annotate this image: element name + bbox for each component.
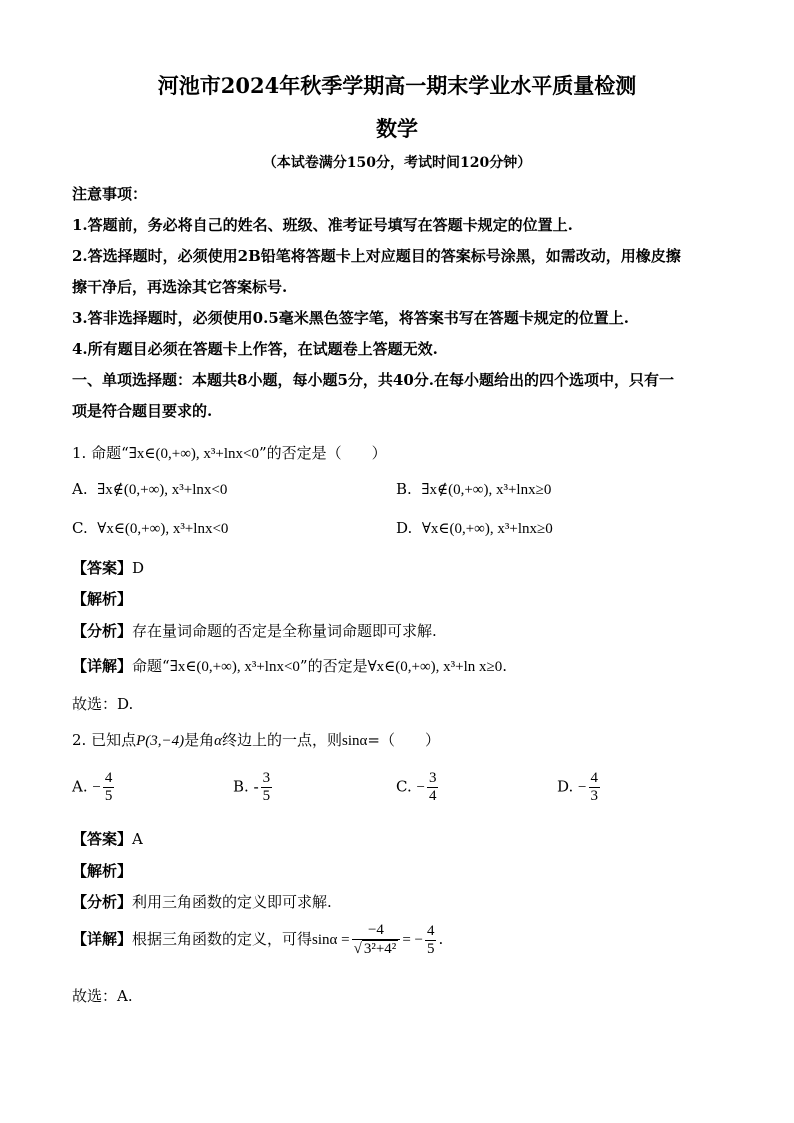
instruction-item-1: 1.答题前，务必将自己的姓名、班级、准考证号填写在答题卡规定的位置上. — [72, 216, 573, 234]
q1-prefix: 1. 命题“ — [72, 444, 129, 462]
section-heading-cont: 项是符合题目要求的. — [72, 402, 213, 420]
instruction-item-2: 2.答选择题时，必须使用2B铅笔将答题卡上对应题目的答案标号涂黑，如需改动，用橡皮擦 — [72, 247, 681, 265]
q1-answer: 【答案】D — [72, 559, 145, 577]
q1-conclusion: 故选：D. — [72, 695, 134, 713]
q2-conclusion: 故选：A. — [72, 987, 133, 1005]
q1-analysis-tag: 【解析】 — [72, 590, 133, 608]
instruction-item-3: 3.答非选择题时，必须使用0.5毫米黑色签字笔，将答案书写在答题卡规定的位置上. — [72, 309, 629, 327]
q1-option-a: A. ∃x∉(0,+∞), x³+lnx<0 — [72, 480, 228, 498]
q2-analysis-tag: 【解析】 — [72, 862, 133, 880]
question-2-stem: 2. 已知点P(3,−4)是角α终边上的一点，则sinα=（ ） — [72, 731, 440, 749]
instruction-item-2-cont: 擦干净后，再选涂其它答案标号. — [72, 278, 288, 296]
q2-xiangjie: 【详解】根据三角函数的定义，可得sinα = $\frac{-4}{\text{√ 3²+4²}}$ = − $\frac{4}{5}$ . — [72, 922, 444, 957]
exam-title: 河池市2024年秋季学期高一期末学业水平质量检测 — [157, 73, 637, 98]
q2-option-d: D. − $\frac{4}{3}$ — [557, 770, 599, 804]
q2-answer: 【答案】A — [72, 830, 143, 848]
q2-option-c: C. − $\frac{3}{4}$ — [396, 770, 437, 804]
q2-option-a: A. − $\frac{4}{5}$ — [72, 770, 113, 804]
q1-xiangjie: 【详解】命题“∃x∈(0,+∞), x³+lnx<0”的否定是∀x∈(0,+∞), x³+ln x≥0. — [72, 657, 508, 675]
q1-fenxi: 【分析】存在量词命题的否定是全称量词命题即可求解. — [72, 622, 437, 640]
q1-stem-math: ∃x∈(0,+∞), x³+lnx<0 — [128, 446, 259, 462]
q2-option-b: B. - $\frac{3}{5}$ — [233, 770, 271, 804]
section-heading: 一、单项选择题：本题共8小题，每小题5分，共40分.在每小题给出的四个选项中，只有一 — [72, 371, 674, 389]
instruction-item-4: 4.所有题目必须在答题卡上作答，在试题卷上答题无效. — [72, 340, 438, 358]
instructions-heading: 注意事项： — [72, 185, 148, 203]
exam-note: （本试卷满分150分，考试时间120分钟） — [262, 155, 532, 171]
q1-option-b: B. ∃x∉(0,+∞), x³+lnx≥0 — [396, 480, 552, 498]
subject-title: 数学 — [376, 116, 418, 141]
q1-option-c: C. ∀x∈(0,+∞), x³+lnx<0 — [72, 519, 229, 537]
question-1-stem — [72, 442, 387, 463]
q2-fenxi: 【分析】利用三角函数的定义即可求解. — [72, 893, 332, 911]
q1-option-d: D. ∀x∈(0,+∞), x³+lnx≥0 — [396, 519, 553, 537]
q1-suffix: ”的否定是（ ） — [258, 444, 387, 462]
